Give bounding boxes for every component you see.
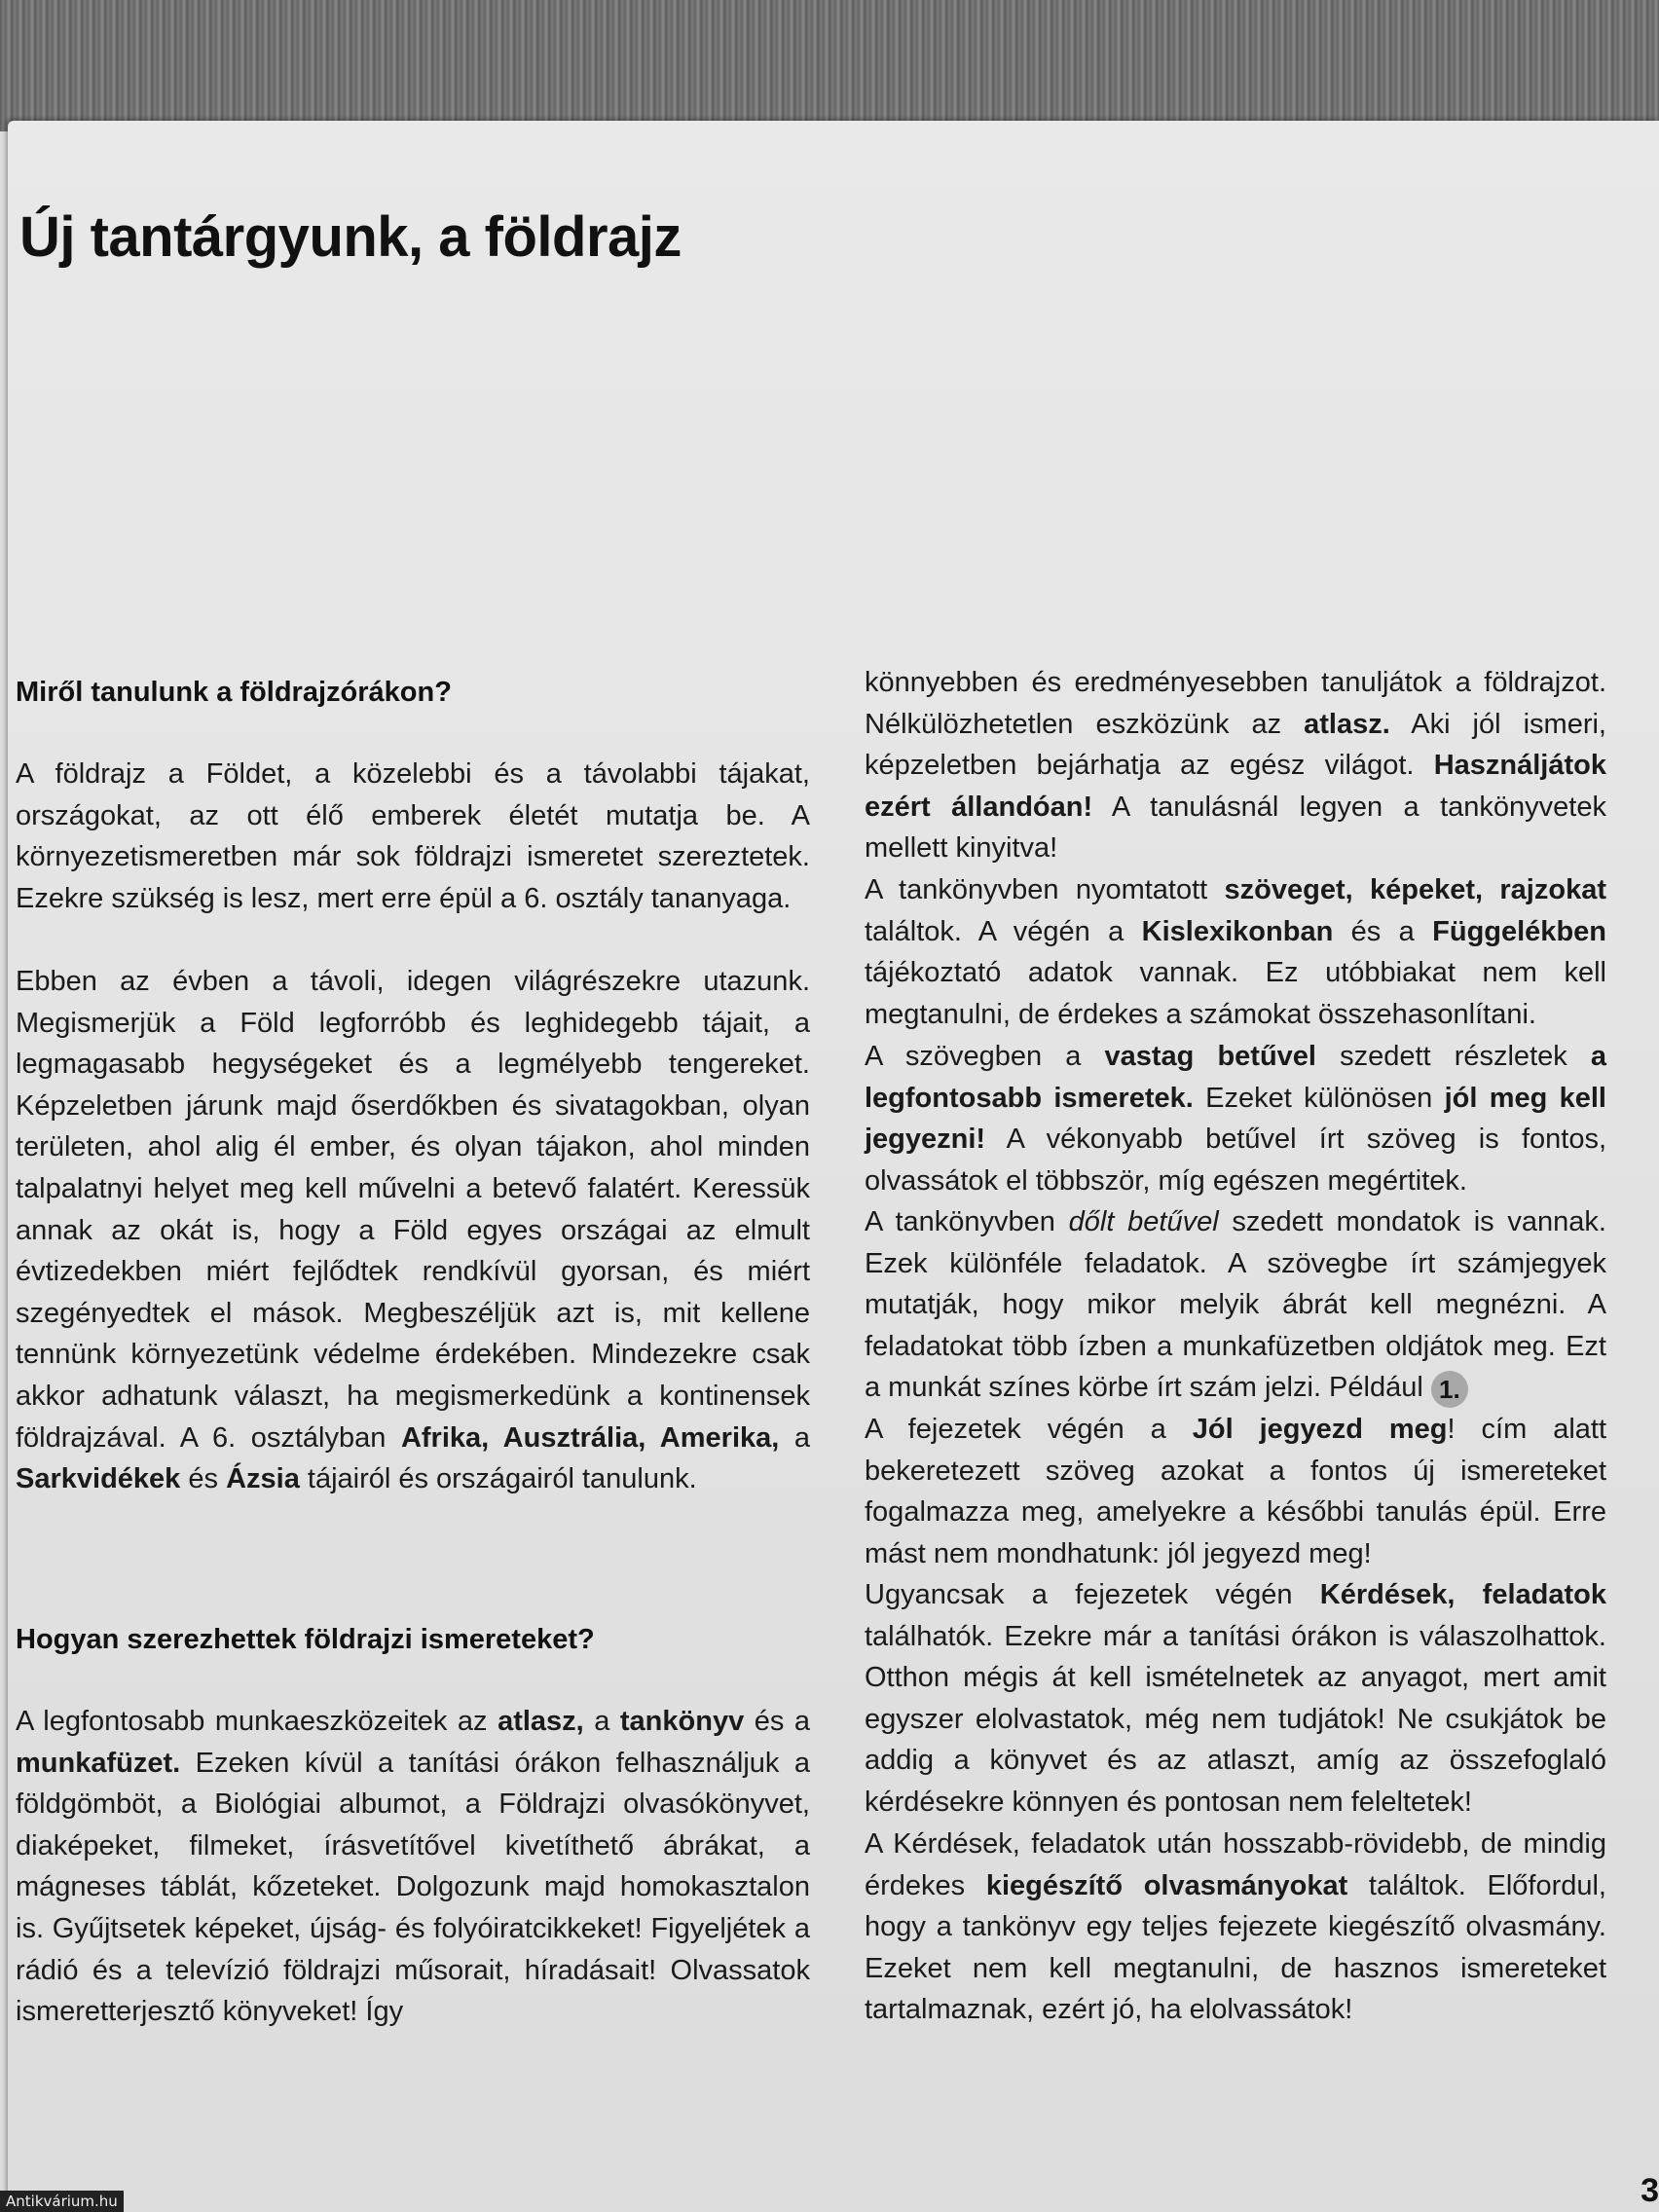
right-paragraph-4 bbox=[865, 1201, 1606, 1409]
bold-text: munkafüzet. bbox=[16, 1747, 181, 1779]
bold-text: Kislexikonban bbox=[1141, 915, 1334, 947]
bold-text: jól meg kell jegyezni! bbox=[865, 1082, 1606, 1156]
text-run: Aki jól ismeri, képzeletben bejárhatja az egész világot. bbox=[865, 708, 1606, 782]
text-run: találhatók. Ezekre már a tanítási órákon is válaszolhattok. Otthon mégis át kell ismételnetek az anyagot, mert amit egyszer elolvastatok, még nem tudjátok! Ne csukjátok be addig a könyvet és az atlaszt, amíg az összefoglaló kérdésekre könnyen és pontosan nem feleltetek! bbox=[865, 1620, 1606, 1818]
text-run: tájairól és országairól tanulunk. bbox=[299, 1463, 697, 1495]
text-run: és a bbox=[1333, 915, 1433, 947]
text-run: A vékonyabb betűvel írt szöveg is fontos, olvassátok el többször, míg egészen megértitek. bbox=[865, 1124, 1606, 1197]
text-run: szedett mondatok is vannak. Ezek különféle feladatok. A szövegbe írt számjegyek mutatják, hogy mikor melyik ábrát kell megnézni. A feladatokat több ízben a munkafüzetben oldjátok meg. Ezt a munkát színes körbe írt szám jelzi. Például bbox=[865, 1206, 1606, 1404]
right-paragraph-3 bbox=[865, 1036, 1606, 1201]
text-run: Ugyancsak a fejezetek végén bbox=[865, 1579, 1320, 1610]
text-run: A szövegben a bbox=[865, 1041, 1105, 1072]
text-run: Ezeken kívül a tanítási órákon felhasználjuk a földgömböt, a Biológiai albumot, a Földrajzi olvasókönyvet, diaképeket, filmeket, írásvetítővel kivetíthető ábrákat, a mágneses táblát, kőzeteket. Dolgozunk majd homokasztalon is. Gyűjtsetek képeket, újság- és folyóiratcikkeket! Figyeljétek a rádió és a televízió földrajzi műsorait, híradásait! Olvassatok ismeretterjesztő könyveket! Így bbox=[16, 1747, 810, 2028]
bold-text: Afrika, Ausztrália, Amerika, bbox=[400, 1421, 780, 1454]
background-surface bbox=[0, 0, 1659, 131]
watermark-label: Antikvárium.hu bbox=[0, 2191, 124, 2212]
text-run: Ebben az évben a távoli, idegen világrészekre utazunk. Megismerjük a Föld legforróbb és leghidegebb tájait, a legmagasabb hegységeket és a legmélyebb tengereket. Képzeletben járunk majd őserdőkben és sivatagokban, olyan területen, ahol alig él ember, és olyan tájakon, ahol minden talpalatnyi helyet meg kell művelni a betevő falatért. Keressük annak az okát is, hogy a Föld egyes országai az elmult évtizedekben miért fejlődtek rendkívül gyorsan, és miért szegényedtek el mások. Megbeszéljük azt is, mit kellene tennünk környezetünk védelme érdekében. Mindezekre csak akkor adhatunk választ, ha megismerkedünk a kontinensek földrajzával. A 6. osztályban bbox=[16, 966, 810, 1454]
text-run: A földrajz a Földet, a közelebbi és a távolabbi tájakat, országokat, az ott élő emberek életét mutatja be. A környezetismeretben már sok földrajzi ismeretet szereztetek. Ezekre szükség is lesz, mert erre épül a 6. osztály tananyaga. bbox=[16, 758, 810, 914]
bold-text: szöveget, képeket, rajzokat bbox=[1224, 874, 1606, 905]
section-heading-1: Miről tanulunk a földrajzórákon? bbox=[16, 677, 452, 708]
bold-text: atlasz. bbox=[1304, 708, 1390, 740]
right-paragraph-5 bbox=[865, 1409, 1606, 1574]
right-paragraph-1 bbox=[865, 662, 1606, 869]
left-paragraph-1 bbox=[16, 754, 810, 919]
right-paragraph-6 bbox=[865, 1574, 1606, 1824]
text-run: Ezeket különösen bbox=[1193, 1082, 1445, 1114]
page-title: Új tantárgyunk, a földrajz bbox=[19, 205, 682, 269]
text-run: tájékoztató adatok vannak. Ez utóbbiakat nem kell megtanulni, de érdekes a számokat összehasonlítani. bbox=[865, 957, 1606, 1030]
bold-text: Használjátok ezért állandóan! bbox=[865, 750, 1606, 823]
bold-text: Jól jegyezd meg bbox=[1192, 1414, 1448, 1445]
left-paragraph-2 bbox=[16, 961, 810, 1500]
text-run: A Kérdések, feladatok után hosszabb-rövidebb, de mindig érdekes bbox=[865, 1828, 1606, 1901]
text-run: ! cím alatt bekeretezett szöveg azokat a fontos új ismereteket fogalmazza meg, amelyekre a későbbi tanulás épül. Erre mást nem mondhatunk: jól jegyezd meg! bbox=[865, 1414, 1607, 1569]
text-run: a bbox=[779, 1421, 811, 1454]
exercise-number-badge: 1. bbox=[1431, 1371, 1468, 1408]
text-run: és bbox=[180, 1463, 227, 1495]
text-run: találtok. Előfordul, hogy a tankönyv egy teljes fejezete kiegészítő olvasmány. Ezeket nem kell megtanulni, de hasznos ismereteket tartalmaznak, ezért jó, ha elolvassátok! bbox=[865, 1869, 1606, 2026]
italic-text: dőlt betűvel bbox=[1068, 1206, 1219, 1237]
bold-text: kiegészítő olvasmányokat bbox=[985, 1869, 1348, 1901]
section-heading-2: Hogyan szerezhettek földrajzi ismereteket? bbox=[16, 1624, 595, 1655]
bold-text: vastag betűvel bbox=[1104, 1041, 1316, 1072]
text-run: A tanulásnál legyen a tankönyvetek mellett kinyitva! bbox=[865, 791, 1606, 865]
page-number: 3 bbox=[1641, 2172, 1659, 2209]
right-paragraph-7 bbox=[865, 1824, 1606, 2031]
text-run: A tankönyvben nyomtatott bbox=[865, 874, 1225, 905]
right-paragraph-2 bbox=[865, 869, 1606, 1035]
bold-text: Sarkvidékek bbox=[16, 1463, 181, 1495]
bold-text: Ázsia bbox=[226, 1463, 300, 1495]
text-run: találtok. A végén a bbox=[865, 915, 1142, 947]
bold-text: atlasz, bbox=[498, 1706, 584, 1737]
text-run: A tankönyvben bbox=[865, 1206, 1069, 1237]
left-paragraph-3 bbox=[16, 1701, 810, 2033]
text-run: és a bbox=[744, 1706, 810, 1737]
bold-text: tankönyv bbox=[619, 1706, 745, 1737]
text-run: a bbox=[583, 1706, 620, 1737]
bold-text: Függelékben bbox=[1432, 915, 1606, 947]
text-run: könnyebben és eredményesebben tanuljátok a földrajzot. Nélkülözhetetlen eszközünk az bbox=[865, 667, 1606, 740]
bold-text: Kérdések, feladatok bbox=[1319, 1579, 1606, 1610]
bold-text: a legfontosabb ismeretek. bbox=[865, 1041, 1606, 1114]
text-run: A legfontosabb munkaeszközeitek az bbox=[16, 1706, 498, 1737]
text-run: A fejezetek végén a bbox=[865, 1414, 1193, 1445]
text-run: szedett részletek bbox=[1316, 1041, 1591, 1072]
